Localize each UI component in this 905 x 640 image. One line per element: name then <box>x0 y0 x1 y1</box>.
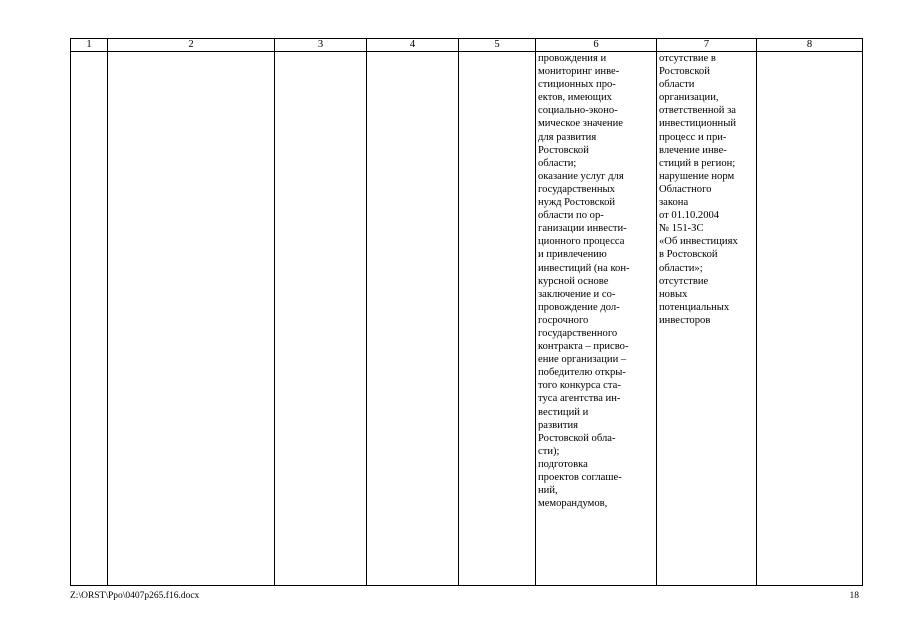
column-header-7: 7 <box>657 39 757 52</box>
table-cell-col4 <box>367 52 459 586</box>
table-cell-col3 <box>275 52 367 586</box>
cell-text-col7: отсутствие в Ростовской области организации, ответственной за инвестиционный процесс и при- влечение инве- стиций в регион; нарушение норм Областного закона от 01.10.2004 № 151-ЗС «Об инвестициях в Ростовской области»; отсутствие новых потенциальных инвесторов <box>659 53 738 326</box>
table-cell-col6 <box>536 52 657 586</box>
table-cell-col8 <box>757 52 863 586</box>
column-header-1: 1 <box>71 39 108 52</box>
table-cell-col5 <box>459 52 536 586</box>
column-header-2: 2 <box>108 39 275 52</box>
table-cell-col1 <box>71 52 108 586</box>
footer-page-number: 18 <box>849 591 859 601</box>
table-header-row <box>71 39 863 52</box>
footer-file-path: Z:\ORST\Ppo\0407p265.f16.docx <box>70 591 200 601</box>
column-header-8: 8 <box>757 39 863 52</box>
column-header-4: 4 <box>367 39 459 52</box>
cell-text-col6: провождения и мониторинг инве- стиционных про- ектов, имеющих социально-эконо- мическое значение для развития Ростовской области; оказание услуг для государственных нужд Ростовской области по ор- ганизации инвести- ционного процесса и привлечению инвестиций (на кон- курсной основе заключение и со- провождение дол- госрочного государственного контракта – присво- ение организации – победителю откры- того конкурса ста- туса агентства ин- вестиций и развития Ростовской обла- сти); подготовка проектов соглаше- ний, меморандумов, <box>538 53 630 510</box>
column-header-3: 3 <box>275 39 367 52</box>
table-cell-col2 <box>108 52 275 586</box>
column-header-5: 5 <box>459 39 536 52</box>
column-header-6: 6 <box>536 39 657 52</box>
table-cell-col7 <box>657 52 757 586</box>
document-table <box>70 38 863 586</box>
table-row <box>71 52 863 586</box>
